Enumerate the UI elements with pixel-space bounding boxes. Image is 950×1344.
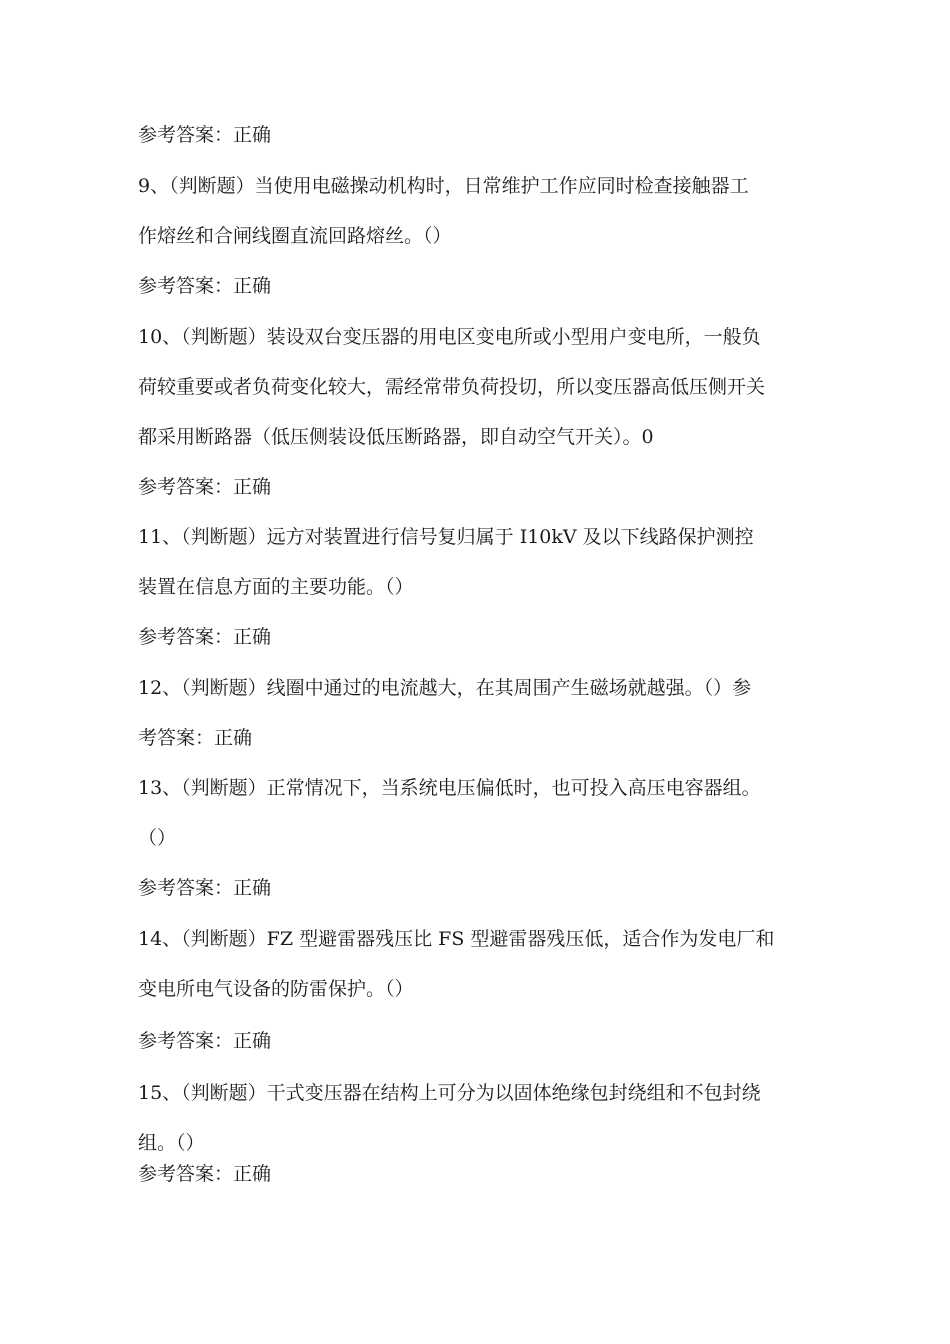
question-13-line-2: （）	[138, 827, 177, 849]
answer-line: 参考答案：正确	[138, 275, 272, 297]
answer-line: 参考答案：正确	[138, 124, 272, 146]
answer-line: 参考答案：正确	[138, 1163, 272, 1185]
question-14-line-1: 14、（判断题）FZ 型避雷器残压比 FS 型避雷器残压低，适合作为发电厂和	[138, 928, 775, 950]
question-10-line-1: 10、（判断题）装设双台变压器的用电区变电所或小型用户变电所，一般负	[138, 326, 761, 348]
question-10-line-2: 荷较重要或者负荷变化较大，需经常带负荷投切，所以变压器高低压侧开关	[138, 376, 766, 398]
question-9-line-1: 9、（判断题）当使用电磁操动机构时，日常维护工作应同时检查接触器工	[138, 175, 749, 197]
question-10-line-3: 都采用断路器（低压侧装设低压断路器，即自动空气开关）。0	[138, 426, 654, 448]
question-15-line-2: 组。（）	[138, 1132, 205, 1154]
answer-line: 参考答案：正确	[138, 1030, 272, 1052]
question-11-line-1: 11、（判断题）远方对装置进行信号复归属于 I10kV 及以下线路保护测控	[138, 526, 754, 548]
question-11-line-2: 装置在信息方面的主要功能。（）	[138, 576, 414, 598]
question-14-line-2: 变电所电气设备的防雷保护。（）	[138, 978, 414, 1000]
question-9-line-2: 作熔丝和合闸线圈直流回路熔丝。（）	[138, 225, 452, 247]
answer-line: 参考答案：正确	[138, 626, 272, 648]
question-15-line-1: 15、（判断题）干式变压器在结构上可分为以固体绝缘包封绕组和不包封绕	[138, 1082, 761, 1104]
question-13-line-1: 13、（判断题）正常情况下，当系统电压偏低时，也可投入高压电容器组。	[138, 777, 761, 799]
question-12-line-2: 考答案：正确	[138, 727, 253, 749]
answer-line: 参考答案：正确	[138, 877, 272, 899]
answer-line: 参考答案：正确	[138, 476, 272, 498]
question-12-line-1: 12、（判断题）线圈中通过的电流越大，在其周围产生磁场就越强。（）参	[138, 677, 752, 699]
